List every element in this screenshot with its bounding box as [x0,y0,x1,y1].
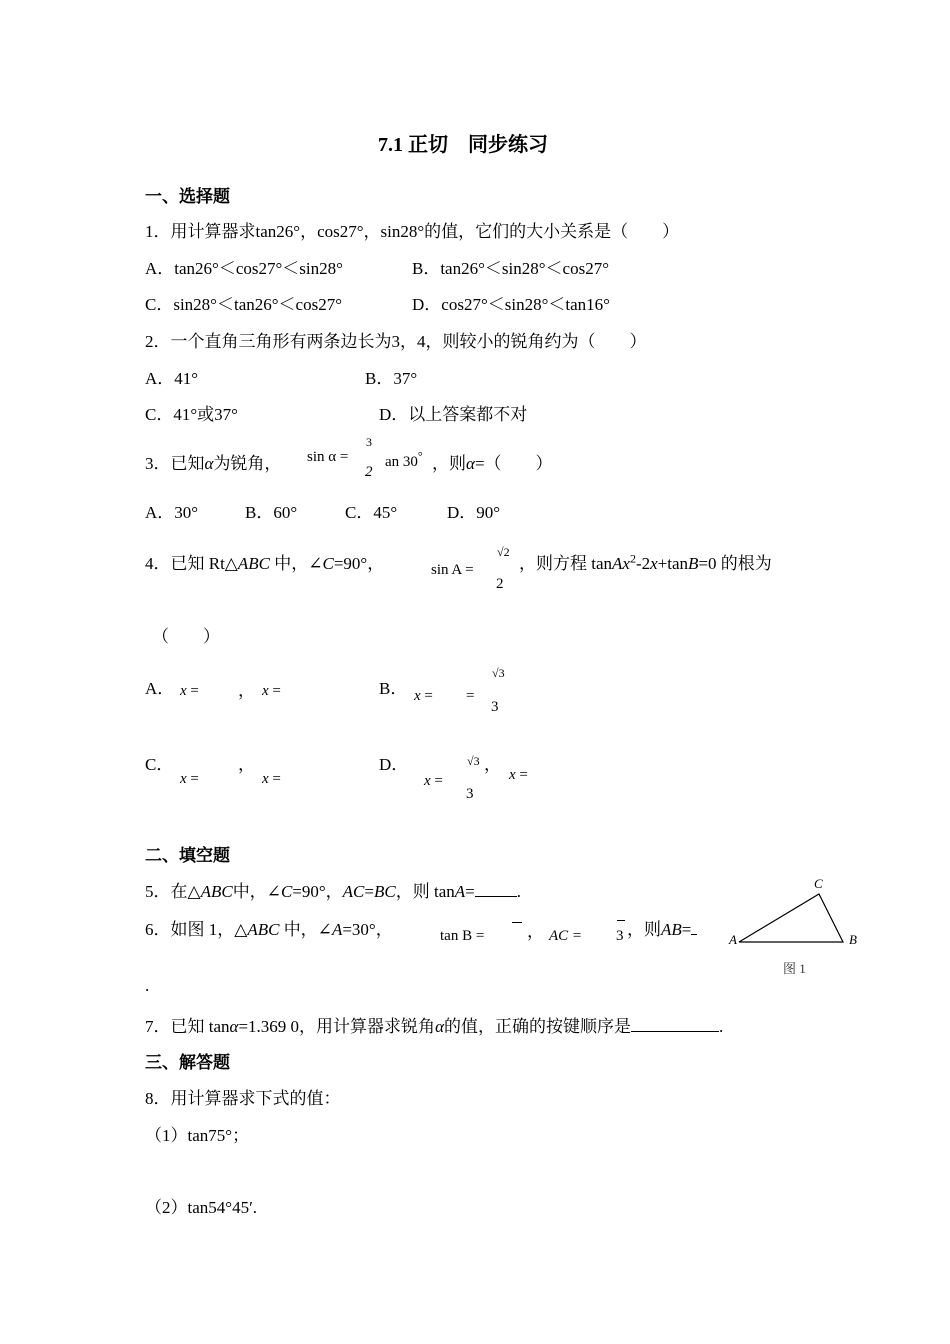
q6-formula-tanb: tan B = [440,928,485,944]
q8-part-2: （2）tan54°45′. [145,1198,258,1217]
q4-option-a-label: A． [145,679,175,698]
q7-answer-blank[interactable] [631,1015,719,1032]
q4-option-a-x2: x = [262,683,281,699]
q4-formula-denominator: 2 [496,576,504,592]
q7-text: 7．已知 tanα=1.369 0，用计算器求锐角α的值，正确的按键顺序是 . [145,1017,724,1036]
q4-formula-numerator: √2 [497,545,510,559]
q5-answer-blank[interactable] [475,880,517,897]
q4-option-b-numerator: √3 [492,666,505,680]
q6-text-start: 6．如图 1，△ABC 中，∠A=30°， [145,920,393,939]
q4-stem-start: 4．已知 Rt△ABC 中，∠C=90°， [145,554,385,573]
q6-comma: ， [527,922,544,941]
q8-stem: 8．用计算器求下式的值： [145,1089,341,1108]
section-heading-fill: 二、填空题 [145,846,230,866]
q4-option-d-comma: ， [484,755,501,774]
q6-three: 3 [616,928,624,944]
q3-stem-end: ，则α=（ ） [432,454,553,473]
triangle-figure [725,872,870,980]
figure-label-b: B [849,932,857,947]
q4-option-c-x2: x = [262,771,281,787]
q6-text-end: ，则AB= [627,915,697,940]
q4-option-d-x2: x = [509,767,528,783]
q3-formula-sin: sin α = [307,449,349,465]
q1-option-d: D．cos27°＜sin28°＜tan16° [412,295,610,314]
q4-option-b-x1: x = [414,688,433,704]
q3-option-c: C．45° [345,503,398,522]
q2-option-a: A．41° [145,369,199,388]
q4-option-b-label: B． [379,679,408,698]
q3-formula-numerator: 3 [366,435,372,449]
q4-formula-sin: sin A = [431,562,474,578]
q6-sqrt-bar [617,920,625,921]
q1-option-b: B．tan26°＜sin28°＜cos27° [412,259,610,278]
figure-label-c: C [814,876,823,891]
q1-stem: 1．用计算器求tan26°，cos27°，sin28°的值，它们的大小关系是（ ） [145,222,680,241]
q4-option-d-label: D． [379,755,409,774]
q4-stem-end: ，则方程 tanAx$^2$-2x+tanB=0 的根为 [519,551,772,573]
q4-answer-paren: （ ） [152,627,220,646]
q3-option-b: B．60° [245,503,298,522]
triangle-shape [739,894,843,942]
q3-option-d: D．90° [447,503,501,522]
figure-label-a: A [729,932,737,947]
q4-option-a-comma: ， [238,681,255,700]
q1-option-a: A．tan26°＜cos27°＜sin28° [145,259,343,278]
q4-option-b-denominator: 3 [491,699,499,715]
page-title: 7.1 正切 同步练习 [378,134,548,156]
q4-option-c-x1: x = [180,771,199,787]
q4-option-c-comma: ， [238,755,255,774]
q3-stem: 3．已知α为锐角， [145,454,282,473]
q5-text: 5．在△ABC中，∠C=90°，AC=BC，则 tanA= . [145,882,521,901]
q6-answer-blank[interactable] [691,918,697,935]
q4-option-d-denominator: 3 [466,786,474,802]
q2-option-b: B．37° [365,369,418,388]
q3-formula-denominator: 2 [365,464,373,480]
q3-formula-tan: an 30° [385,449,423,470]
q2-option-c: C．41°或37° [145,405,238,424]
q2-stem: 2．一个直角三角形有两条边长为3，4，则较小的锐角约为（ ） [145,332,647,351]
q6-dot: . [145,976,150,995]
q1-option-c: C．sin28°＜tan26°＜cos27° [145,295,343,314]
q4-option-c-label: C． [145,755,174,774]
q3-option-a: A．30° [145,503,199,522]
q4-option-b-eq: = [466,688,475,704]
section-heading-solve: 三、解答题 [145,1053,230,1073]
q2-option-d: D．以上答案都不对 [379,405,528,424]
q4-option-d-numerator: √3 [467,754,480,768]
q6-formula-ac: AC = [549,928,583,944]
q6-fraction-bar [512,922,522,923]
section-heading-choice: 一、选择题 [145,187,230,207]
q4-option-a-x1: x = [180,683,199,699]
q4-option-d-x1: x = [424,773,443,789]
q8-part-1: （1）tan75°； [145,1126,250,1145]
figure-caption: 图 1 [783,961,806,976]
